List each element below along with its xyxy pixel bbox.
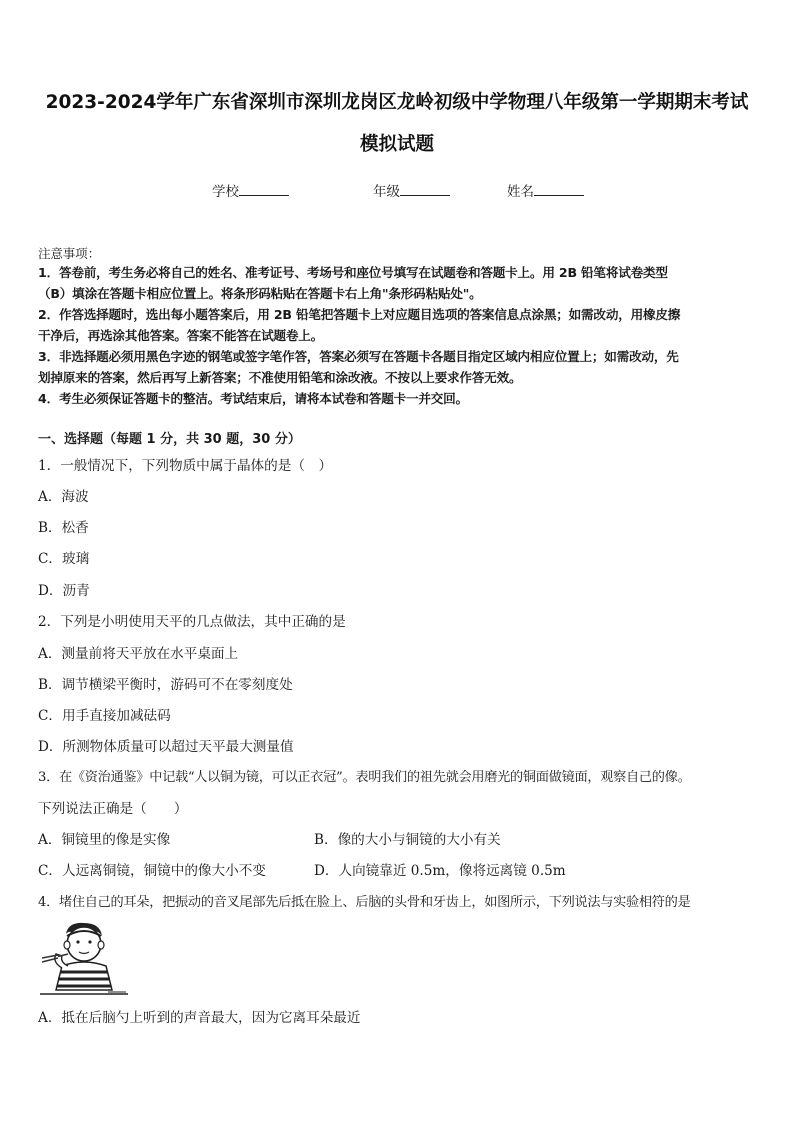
name-field (507, 180, 584, 200)
notice-line: 1．答卷前，考生务必将自己的姓名、准考证号、考场号和座位号填写在试题卷和答题卡上。用 2B 铅笔将试卷类型 (38, 265, 668, 280)
notice-line: 4．考生必须保证答题卡的整洁。考试结束后，请将本试卷和答题卡一并交回。 (38, 391, 468, 406)
school-blank[interactable] (239, 183, 289, 196)
q1-option-c[interactable]: C．玻璃 (38, 551, 90, 567)
notice-line: 干净后，再选涂其他答案。答案不能答在试题卷上。 (38, 328, 324, 343)
grade-field (373, 180, 450, 200)
q1-option-d[interactable]: D．沥青 (38, 583, 90, 599)
question-4-stem: 4．堵住自己的耳朵，把振动的音叉尾部先后抵在脸上、后脑的头骨和牙齿上，如图所示，下列说法与实验相符的是 (38, 895, 691, 910)
q2-option-c[interactable]: C．用手直接加减砝码 (38, 708, 171, 724)
notice-line: 2．作答选择题时，选出每小题答案后，用 2B 铅笔把答题卡上对应题目选项的答案信息点涂黑；如需改动，用橡皮擦 (38, 307, 681, 322)
q2-option-a[interactable]: A．测量前将天平放在水平桌面上 (38, 646, 239, 662)
grade-blank[interactable] (400, 183, 450, 196)
notice-line: 划掉原来的答案，然后再写上新答案；不准使用铅笔和涂改液。不按以上要求作答无效。 (38, 370, 522, 385)
exam-title-line-2: 模拟试题 (359, 134, 434, 155)
name-label: 姓名 (507, 184, 534, 200)
q4-option-a[interactable]: A．抵在后脑勺上听到的声音最大，因为它离耳朵最近 (38, 1010, 361, 1026)
q1-option-a[interactable]: A．海波 (38, 489, 89, 505)
question-2-stem: 2．下列是小明使用天平的几点做法，其中正确的是 (38, 614, 346, 630)
q2-option-b[interactable]: B．调节横梁平衡时，游码可不在零刻度处 (38, 677, 293, 693)
q3-option-a[interactable]: A．铜镜里的像是实像 (38, 832, 171, 848)
notice-line: （B）填涂在答题卡相应位置上。将条形码粘贴在答题卡右上角"条形码粘贴处"。 (38, 286, 482, 301)
school-label: 学校 (212, 184, 239, 200)
name-blank[interactable] (534, 183, 584, 196)
q1-option-b[interactable]: B．松香 (38, 520, 89, 536)
section-heading: 一、选择题（每题 1 分，共 30 题，30 分） (38, 432, 301, 447)
grade-label: 年级 (373, 184, 400, 200)
notice-heading: 注意事项： (38, 246, 100, 261)
question-3-stem: 3．在《资治通鉴》中记载“人以铜为镜，可以正衣冠”。表明我们的祖先就会用磨光的铜面做镜面，观察自己的像。 (38, 770, 691, 785)
question-3-stem-cont: 下列说法正确是（ ） (38, 801, 188, 817)
tuning-fork-illustration (38, 918, 130, 998)
q3-option-d[interactable]: D．人向镜靠近 0.5m，像将远离镜 0.5m (314, 863, 566, 879)
exam-title-line-1: 2023-2024学年广东省深圳市深圳龙岗区龙岭初级中学物理八年级第一学期期末考试 (45, 92, 749, 113)
q2-option-d[interactable]: D．所测物体质量可以超过天平最大测量值 (38, 739, 294, 755)
question-1-stem: 1．一般情况下，下列物质中属于晶体的是（ ） (38, 458, 333, 474)
notice-line: 3．非选择题必须用黑色字迹的钢笔或签字笔作答，答案必须写在答题卡各题目指定区域内相应位置上；如需改动，先 (38, 349, 679, 364)
school-field (212, 180, 289, 200)
q3-option-c[interactable]: C．人远离铜镜，铜镜中的像大小不变 (38, 863, 266, 879)
boy-with-tuning-fork-icon (38, 918, 130, 998)
q3-option-b[interactable]: B．像的大小与铜镜的大小有关 (314, 832, 501, 848)
